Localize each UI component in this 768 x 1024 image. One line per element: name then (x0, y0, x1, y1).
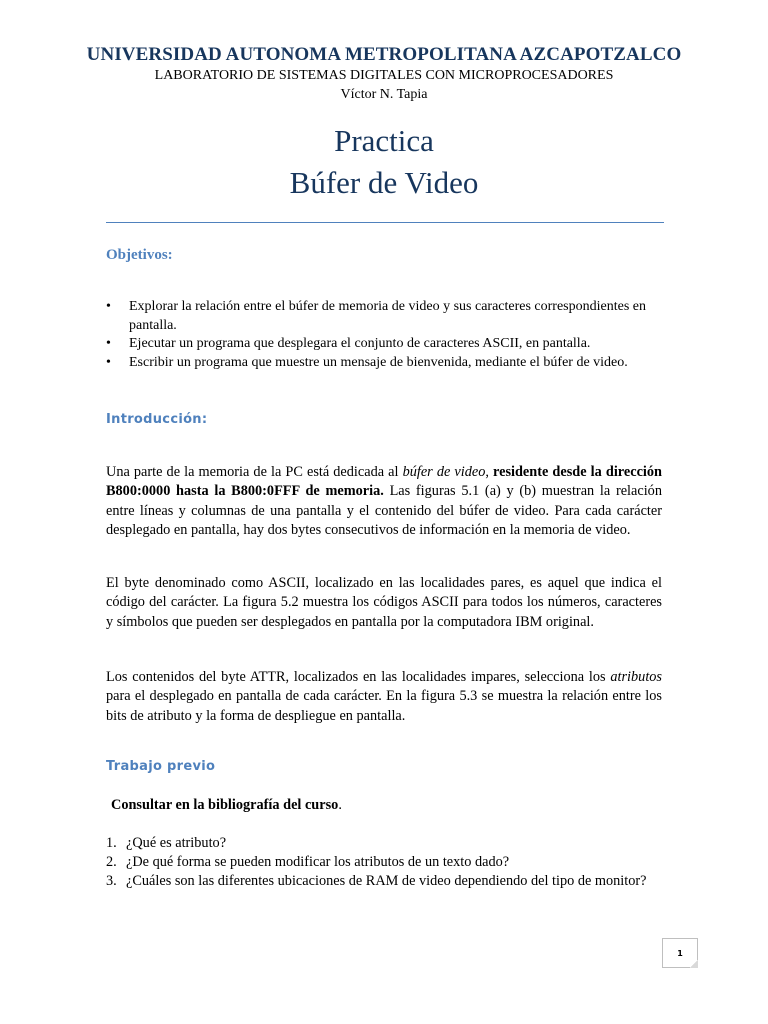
list-item: • Explorar la relación entre el búfer de memoria de video y sus caracteres correspondientes en pantalla. (106, 298, 666, 335)
questions-list (106, 834, 662, 891)
consult-period: . (338, 797, 342, 813)
intro-p3-text-c: para el desplegado en pantalla de cada carácter. En la figura 5.3 se muestra la relación entre los bits de atributo y la forma de despliegue en pantalla. (106, 688, 662, 724)
consult-instruction (111, 797, 342, 814)
question-number: 1. (106, 835, 117, 851)
laboratory-name: LABORATORIO DE SISTEMAS DIGITALES CON MICROPROCESADORES (154, 68, 614, 83)
intro-p1-text-a: Una parte de la memoria de la PC está dedicada al (106, 464, 403, 480)
page-corner-fold (690, 960, 698, 968)
question-number: 2. (106, 854, 117, 870)
intro-p3-text-a: Los contenidos del byte ATTR, localizados en las localidades impares, selecciona los (106, 669, 611, 685)
author-name: Víctor N. Tapia (340, 87, 428, 102)
consult-bold-text: Consultar en la bibliografía del curso (111, 797, 339, 813)
question-text: ¿Cuáles son las diferentes ubicaciones de RAM de video dependiendo del tipo de monitor? (126, 873, 647, 889)
list-item (106, 872, 662, 891)
objetivos-heading: Objetivos: (106, 247, 173, 263)
intro-paragraph-1 (106, 463, 662, 540)
intro-p1-text-e: Las figuras 5.1 (a) y (b) muestran la relación entre líneas y columnas de una pantalla y el contenido del búfer de video. Para cada carácter desplegado en pantalla, hay dos bytes consecutivos de información en la memoria de video. (106, 483, 662, 538)
list-item: • Escribir un programa que muestre un mensaje de bienvenida, mediante el búfer de video. (106, 354, 666, 373)
document-title-line1: Practica (334, 123, 434, 158)
introduccion-heading: Introducción: (106, 412, 208, 427)
objetivos-list (106, 298, 666, 372)
list-item (106, 853, 662, 872)
trabajo-previo-heading: Trabajo previo (106, 759, 216, 774)
intro-p3-italic: atributos (610, 669, 662, 685)
intro-p1-text-c: , (485, 464, 494, 480)
intro-p1-bold: residente desde la dirección B800:0000 hasta la B800:0FFF de memoria. (106, 464, 662, 500)
intro-p1-italic: búfer de video (402, 464, 486, 480)
intro-paragraph-2: El byte denominado como ASCII, localizado en las localidades pares, es aquel que indica el código del carácter. La figura 5.2 muestra los códigos ASCII para todos los números, caracteres y símbolos que pueden ser desplegados en pantalla por la computadora IBM original. (106, 575, 662, 630)
question-text: ¿Qué es atributo? (126, 835, 227, 851)
page-number: 1 (677, 948, 683, 958)
document-title-line2: Búfer de Video (289, 165, 479, 200)
intro-paragraph-3 (106, 668, 662, 726)
university-name: UNIVERSIDAD AUTONOMA METROPOLITANA AZCAPOTZALCO (86, 44, 682, 65)
list-item: • Ejecutar un programa que desplegara el conjunto de caracteres ASCII, en pantalla. (106, 335, 666, 354)
question-text: ¿De qué forma se pueden modificar los atributos de un texto dado? (126, 854, 510, 870)
list-item (106, 834, 662, 853)
question-number: 3. (106, 873, 117, 889)
title-divider (106, 222, 664, 223)
